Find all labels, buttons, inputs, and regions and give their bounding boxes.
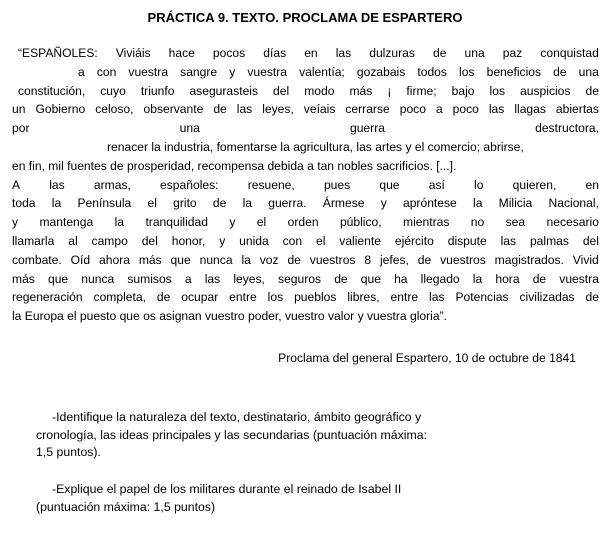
question-text: Explique el papel de los militares durante el reinado de Isabel II [56,482,402,496]
word: de [334,271,348,286]
word: armas, [93,177,131,192]
word: españoles: [160,177,219,192]
word: pues [323,177,351,192]
word: que [170,252,191,267]
word: de [213,102,227,117]
text-line [12,194,599,213]
word: Potencias [455,290,509,305]
word: seguros [278,271,322,286]
word: tranquilidad [145,215,208,230]
word: llamarla [12,233,55,248]
word: guerra. [268,196,307,211]
word: llegado [420,271,460,286]
word: toda [12,196,36,211]
word: de [585,290,599,305]
question-line: cronología, las ideas principales y las secundarias (puntuación máxima: [36,427,427,442]
word: orden [287,215,319,230]
word: “ESPAÑOLES: [18,46,98,60]
word: a [435,102,443,117]
word: los [459,64,475,79]
word: de [585,83,599,98]
word: de [417,252,432,267]
word: con [96,64,117,79]
word: el [256,215,267,230]
word: Viviáis [115,46,151,60]
word: de [532,271,547,286]
word: valiente [339,233,381,248]
word: vuestra [247,64,287,79]
word: la [114,215,125,230]
word: vuestros [440,252,486,267]
word: completa, [93,290,146,305]
word: y [12,215,19,230]
question-line: 1,5 puntos). [36,445,101,459]
word: firme; [406,83,437,98]
question-dash: - [52,482,57,496]
word: Oíd [70,252,91,267]
word: entre [390,290,419,305]
word: lo [474,177,484,192]
word: Península [77,196,132,211]
word: poco [452,102,479,117]
word: destructora, [535,121,599,136]
word: a [78,64,85,79]
word: pocos [212,46,246,60]
word: poco [399,102,426,117]
question-2 [36,481,546,516]
word: las [429,290,445,305]
word: bajo [451,83,475,98]
word: que [360,271,381,286]
word: ejército [394,233,434,248]
word: resuene, [247,177,295,192]
text-line: en fin, mil fuentes de prosperidad, recompensa debida a tan nobles sacrificios. [...]. [12,158,457,173]
word: celoso, [95,102,134,117]
word: público, [339,215,382,230]
word: valentía; [299,64,345,79]
word: conquistad [540,46,599,60]
word: las [49,177,65,192]
word: magistrados. [494,252,564,267]
word: las [488,102,505,117]
word: nunca [199,252,233,267]
word: Vivid [572,252,599,267]
word: ahora [99,252,130,267]
word: observante [143,102,204,117]
word: ¡ [387,83,392,98]
text-line: la Europa el puesto que os asignan vuestro poder, vuestro valor y vuestra gloria”. [12,309,447,324]
word: nunca [81,271,115,286]
word: con [282,233,303,248]
word: más [138,252,162,267]
word: de [156,290,171,305]
word: de [433,46,447,60]
word: sea [505,215,526,230]
word: grito [173,196,197,211]
text-line [12,119,599,138]
word: del [273,83,290,98]
word: más [349,83,373,98]
word: hora [495,271,520,286]
word: Ármese [322,196,365,211]
word: paz [502,46,523,60]
text-line [12,82,599,101]
word: en [304,46,318,60]
word: la [242,196,252,211]
word: Milicia [498,196,533,211]
word: campo [91,233,128,248]
word: cerrarse [345,102,390,117]
word: una [179,121,200,136]
word: la [241,252,251,267]
word: abiertas [555,102,599,117]
word: leyes, [233,271,265,286]
word: y [229,64,236,79]
word: quieren, [512,177,557,192]
word: la [51,196,62,211]
word: del [582,233,599,248]
text-line [12,232,599,251]
word: una [578,64,599,79]
word: leyes, [262,102,294,117]
word: un [12,102,26,117]
word: la [472,271,483,286]
word: que [47,271,69,286]
word: el [315,233,326,248]
word: no [470,215,485,230]
word: y [380,196,387,211]
word: hace [168,46,195,60]
question-dash: - [52,410,57,424]
question-line [36,481,546,499]
word: más [12,271,35,286]
word: así [428,177,445,192]
word: Gobierno [35,102,86,117]
word: jefes, [379,252,409,267]
word: sangre [180,64,218,79]
word: gozabais [356,64,406,79]
word: entre [229,290,257,305]
word: vuestros [309,252,356,267]
document-title: PRÁCTICA 9. TEXTO. PROCLAMA DE ESPARTERO [147,10,463,25]
word: combate. [12,252,62,267]
word: civilizadas [519,290,575,305]
word: palmas [529,233,569,248]
word: dispute [447,233,487,248]
word: por [12,121,30,136]
word: voz [259,252,279,267]
word: de [553,64,567,79]
word: que [379,177,400,192]
word: beneficios [486,64,542,79]
word: guerra [349,121,385,136]
proclamation-text [12,44,599,326]
word: las [500,233,517,248]
text-line [12,100,599,119]
text-line [12,270,599,289]
word: auspicios [520,83,571,98]
text-line [12,176,599,195]
word: vuestra [128,64,169,79]
text-line [12,213,599,232]
text-line [12,63,599,82]
word: libres, [347,290,380,305]
word: las [204,271,221,286]
word: pueblos [294,290,337,305]
word: dulzuras [369,46,415,60]
word: y [229,215,236,230]
text-line [12,288,599,307]
question-line [36,409,546,427]
word: todos [417,64,447,79]
word: honor, [171,233,206,248]
word: ha [394,271,408,286]
word: la [473,196,483,211]
word: mantenga [39,215,94,230]
word: constitución, [18,83,86,98]
word: llagas [514,102,546,117]
word: al [68,233,78,248]
word: las [236,102,253,117]
word: veíais [303,102,336,117]
question-line: (puntuación máxima: 1,5 puntos) [36,499,216,514]
word: modo [304,83,335,98]
question-1 [36,409,546,462]
word: los [489,83,506,98]
word: 8 [364,252,372,267]
word: días [263,46,287,60]
source-citation: Proclama del general Espartero, 10 de octubre de 1841 [278,351,576,365]
word: unida [239,233,269,248]
text-line: renacer la industria, fomentarse la agricultura, las artes y el comercio; abrirse, [107,139,524,154]
word: necesario [546,215,599,230]
word: mientras [403,215,450,230]
word: A [12,177,21,192]
word: ocupar [181,290,219,305]
word: en [585,177,599,192]
word: vuestra [559,271,599,286]
word: del [141,233,158,248]
word: una [464,46,485,60]
word: triunfo [140,83,175,98]
word: asegurasteis [189,83,259,98]
word: las [335,46,352,60]
word: Nacional, [548,196,599,211]
word: el [147,196,157,211]
word: sumisos [127,271,172,286]
word: los [267,290,284,305]
word: cuyo [100,83,126,98]
word: y [219,233,226,248]
word: de [212,196,227,211]
word: aprόntese [402,196,457,211]
text-line [12,44,599,63]
text-line [12,251,599,270]
question-text: Identifique la naturaleza del texto, destinatario, ámbito geográfico y [56,410,422,424]
word: regeneración [12,290,83,305]
word: a [184,271,192,286]
word: de [287,252,301,267]
